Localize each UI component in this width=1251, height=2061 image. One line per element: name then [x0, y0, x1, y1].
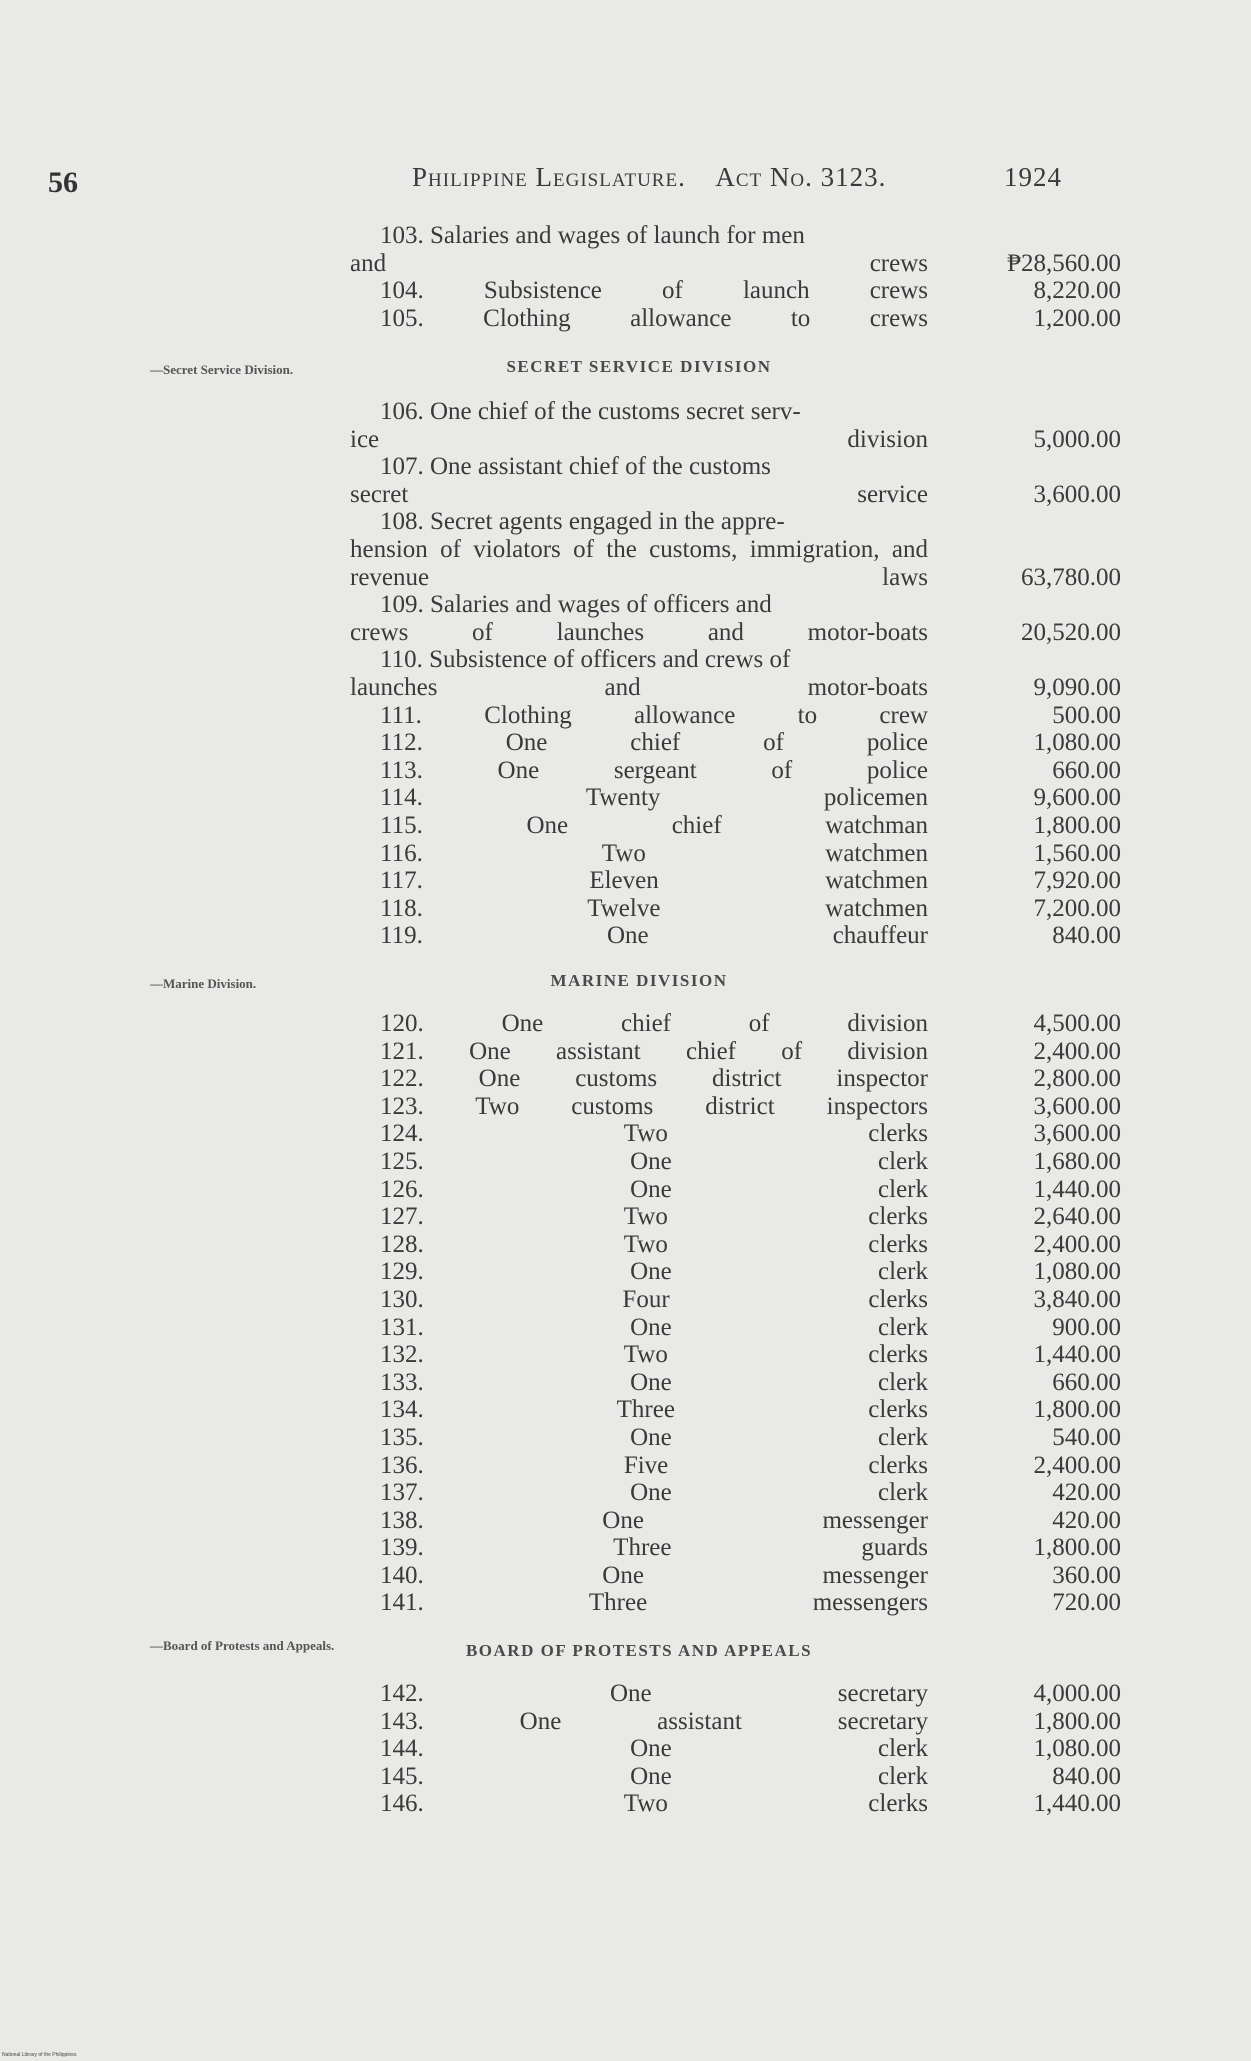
line-item-description [350, 1258, 928, 1285]
budget-line-item [350, 867, 1125, 895]
line-item-text [350, 277, 928, 305]
line-item-amount: 900.00 [1052, 1313, 1121, 1341]
margin-note-secret-service: —Secret Service Division. [150, 362, 294, 377]
line-item-text [350, 1065, 928, 1093]
line-item-text [350, 1203, 928, 1231]
item-description-first: Two watchmen [601, 839, 928, 867]
line-item-text [350, 305, 928, 333]
item-description-first: Clothing allowance to crew [484, 701, 928, 729]
item-number: 106. [380, 398, 430, 425]
item-number: 116. [380, 839, 602, 867]
item-number: 129. [380, 1258, 631, 1286]
section-heading-marine: MARINE DIVISION [550, 971, 728, 990]
line-item-text [350, 1507, 928, 1535]
line-item-text [350, 840, 928, 868]
line-item-description [350, 398, 801, 425]
line-item-text [350, 867, 928, 895]
line-item-description [350, 757, 928, 784]
budget-line-item [350, 1562, 1125, 1590]
item-description-first: Salaries and wages of launch for men [430, 222, 805, 249]
item-description-first: One clerk [630, 1479, 928, 1507]
line-item-description [350, 895, 928, 922]
item-description-first: One customs district inspector [478, 1065, 928, 1093]
line-item-text [350, 784, 928, 812]
budget-line-item [350, 1790, 1125, 1818]
budget-line-item [350, 1534, 1125, 1562]
budget-line-item [350, 1680, 1125, 1708]
budget-line-item [350, 812, 1125, 840]
line-item-description [350, 1314, 928, 1341]
line-item-text [350, 1120, 928, 1148]
item-description-first: One clerk [630, 1423, 928, 1451]
line-item-amount: 2,400.00 [1033, 1037, 1121, 1065]
board-section [350, 1636, 1125, 1818]
line-item-text [350, 508, 928, 591]
budget-line-item [350, 1176, 1125, 1204]
item-number: 117. [380, 867, 590, 895]
item-description-first: Clothing allowance to crews [483, 304, 928, 332]
line-item-text [350, 1763, 928, 1791]
line-item-description [350, 305, 928, 332]
top-entries [350, 222, 1125, 332]
line-item-amount: 500.00 [1052, 701, 1121, 729]
budget-line-item [350, 1286, 1125, 1314]
item-number: 139. [380, 1534, 614, 1562]
item-description-first: One clerk [630, 1258, 928, 1286]
line-item-description [350, 1562, 928, 1589]
item-description-rest: launches and motor-boats [350, 673, 928, 701]
item-description-rest: ice division [350, 425, 928, 453]
item-number: 133. [380, 1368, 631, 1396]
line-item-description [350, 1790, 928, 1817]
margin-note-marine: —Marine Division. [150, 976, 257, 991]
line-item-amount: 2,640.00 [1033, 1203, 1121, 1231]
line-item-amount: 1,440.00 [1033, 1790, 1121, 1818]
line-item-amount: 1,800.00 [1033, 1707, 1121, 1735]
budget-line-item [350, 1314, 1125, 1342]
line-item-description [350, 591, 772, 618]
item-description-first: One messenger [602, 1506, 928, 1534]
line-item-description [350, 1424, 928, 1451]
budget-line-item [350, 840, 1125, 868]
line-item-description [350, 453, 771, 480]
line-item-description [350, 1038, 928, 1065]
budget-line-item [350, 1203, 1125, 1231]
line-item-description [350, 1176, 928, 1203]
item-number: 135. [380, 1423, 631, 1451]
item-description-rest: crews of launches and motor-boats [350, 618, 928, 646]
item-number: 111. [380, 701, 485, 729]
item-number: 104. [380, 277, 484, 305]
line-item-description [350, 1120, 928, 1147]
item-description-first: Eleven watchmen [589, 867, 928, 895]
line-item-amount: 7,200.00 [1033, 894, 1121, 922]
budget-line-item [350, 922, 1125, 950]
line-item-amount: 1,560.00 [1033, 839, 1121, 867]
budget-line-item [350, 1589, 1125, 1617]
running-head [412, 162, 1062, 193]
line-item-description [350, 1452, 928, 1479]
line-item-amount: 2,400.00 [1033, 1451, 1121, 1479]
item-number: 140. [380, 1561, 603, 1589]
budget-line-item [350, 222, 1125, 277]
line-item-description [350, 1148, 928, 1175]
line-item-description [350, 1479, 928, 1506]
line-item-description [350, 1507, 928, 1534]
line-item-text [350, 812, 928, 840]
budget-line-item [350, 1708, 1125, 1736]
line-item-amount: 1,080.00 [1033, 1258, 1121, 1286]
line-item-text [350, 1396, 928, 1424]
item-number: 107. [380, 453, 430, 481]
budget-line-item [350, 1424, 1125, 1452]
line-item-text [350, 1479, 928, 1507]
budget-line-item [350, 895, 1125, 923]
item-description-first: One assistant secretary [519, 1707, 928, 1735]
budget-line-item [350, 1396, 1125, 1424]
budget-line-item [350, 1148, 1125, 1176]
line-item-description [350, 1708, 928, 1735]
item-description-first: Two clerks [623, 1203, 928, 1231]
line-item-amount: 720.00 [1052, 1589, 1121, 1617]
line-item-amount: 1,800.00 [1033, 1396, 1121, 1424]
line-item-amount: 63,780.00 [1021, 563, 1121, 591]
budget-line-item [350, 453, 1125, 508]
item-description-first: One messenger [602, 1561, 928, 1589]
line-item-description [350, 840, 928, 867]
line-item-description [350, 508, 785, 535]
item-number: 143. [380, 1707, 520, 1735]
item-description-first: Secret agents engaged in the appre- [430, 508, 785, 536]
item-description-first: Three messengers [588, 1589, 928, 1617]
line-item-text [350, 646, 928, 701]
item-description-first: Two clerks [623, 1341, 928, 1369]
line-item-description [350, 812, 928, 839]
item-number: 125. [380, 1147, 631, 1175]
line-item-amount: 1,680.00 [1033, 1147, 1121, 1175]
item-number: 113. [380, 756, 498, 784]
item-number: 115. [380, 811, 527, 839]
line-item-text [350, 1534, 928, 1562]
budget-line-item [350, 1093, 1125, 1121]
item-number: 108. [380, 508, 430, 536]
item-description-first: One assistant chief of division [469, 1037, 928, 1065]
item-number: 103. [380, 222, 430, 249]
item-number: 123. [380, 1092, 476, 1120]
budget-line-item [350, 1452, 1125, 1480]
section-heading-board: BOARD OF PROTESTS AND APPEALS [465, 1641, 813, 1660]
line-item-amount: 3,600.00 [1033, 480, 1121, 508]
item-number: 109. [380, 591, 430, 619]
line-item-amount: 5,000.00 [1033, 425, 1121, 453]
item-number: 130. [380, 1285, 623, 1313]
line-item-amount: 1,080.00 [1033, 729, 1121, 757]
line-item-amount: 1,080.00 [1033, 1735, 1121, 1763]
line-item-text [350, 1424, 928, 1452]
line-item-amount: ₱28,560.00 [1007, 249, 1121, 277]
item-number: 138. [380, 1506, 603, 1534]
item-number: 134. [380, 1396, 617, 1424]
line-item-description [350, 1341, 928, 1368]
line-item-text [350, 1562, 928, 1590]
line-item-text [350, 1258, 928, 1286]
budget-line-item [350, 1507, 1125, 1535]
line-item-amount: 1,800.00 [1033, 1534, 1121, 1562]
secret-service-entries [350, 398, 1125, 950]
item-number: 120. [380, 1010, 502, 1037]
line-item-description [350, 1286, 928, 1313]
line-item-amount: 840.00 [1052, 1762, 1121, 1790]
line-item-description [350, 1203, 928, 1230]
item-description-first: One chauffeur [606, 922, 928, 950]
line-item-description [350, 867, 928, 894]
line-item-amount: 1,200.00 [1033, 304, 1121, 332]
line-item-text [350, 1589, 928, 1617]
budget-line-item [350, 1479, 1125, 1507]
line-item-amount: 2,400.00 [1033, 1230, 1121, 1258]
line-item-description [350, 784, 928, 811]
line-item-text [350, 1010, 928, 1038]
line-item-description [350, 1231, 928, 1258]
line-item-description [350, 1369, 928, 1396]
line-item-amount: 2,800.00 [1033, 1065, 1121, 1093]
line-item-description [350, 1680, 928, 1707]
line-item-description [350, 1763, 928, 1790]
budget-line-item [350, 1120, 1125, 1148]
line-item-amount: 420.00 [1052, 1506, 1121, 1534]
item-description-first: One chief of police [505, 729, 928, 757]
item-description-first: Twelve watchmen [587, 894, 928, 922]
running-title: Philippine Legislature. [412, 162, 686, 192]
budget-line-item [350, 1258, 1125, 1286]
line-item-description [350, 1010, 928, 1037]
line-item-amount: 8,220.00 [1033, 277, 1121, 305]
item-description-first: Three guards [613, 1534, 928, 1562]
line-item-text [350, 729, 928, 757]
line-item-description [350, 222, 805, 249]
line-item-text [350, 757, 928, 785]
item-number: 127. [380, 1203, 624, 1231]
item-description-first: One secretary [609, 1680, 928, 1707]
secret-service-section [350, 352, 1125, 950]
line-item-amount: 540.00 [1052, 1423, 1121, 1451]
line-item-description [350, 922, 928, 949]
budget-line-item [350, 729, 1125, 757]
item-number: 145. [380, 1762, 631, 1790]
item-number: 132. [380, 1341, 624, 1369]
line-item-text [350, 1231, 928, 1259]
item-number: 121. [380, 1037, 470, 1065]
item-description-first: Salaries and wages of officers and [430, 591, 772, 619]
item-number: 131. [380, 1313, 631, 1341]
line-item-amount: 3,600.00 [1033, 1120, 1121, 1148]
item-description-first: One chief of division [501, 1010, 928, 1037]
item-number: 126. [380, 1175, 631, 1203]
budget-line-item [350, 1341, 1125, 1369]
budget-line-item [350, 1038, 1125, 1066]
item-description-first: One clerk [630, 1313, 928, 1341]
line-item-text [350, 1341, 928, 1369]
line-item-amount: 660.00 [1052, 1368, 1121, 1396]
budget-line-item [350, 277, 1125, 305]
budget-line-item [350, 508, 1125, 591]
item-number: 124. [380, 1120, 624, 1148]
line-item-text [350, 1790, 928, 1818]
line-item-text [350, 702, 928, 730]
budget-line-item [350, 1065, 1125, 1093]
line-item-text [350, 1452, 928, 1480]
line-item-description [350, 1735, 928, 1762]
budget-line-item [350, 1763, 1125, 1791]
line-item-text [350, 1369, 928, 1397]
line-item-text [350, 895, 928, 923]
line-item-description [350, 1065, 928, 1092]
line-item-amount: 840.00 [1052, 922, 1121, 950]
item-number: 114. [380, 784, 586, 812]
line-item-text [350, 1176, 928, 1204]
budget-line-item [350, 305, 1125, 333]
budget-line-item [350, 1735, 1125, 1763]
item-description-first: Four clerks [622, 1285, 928, 1313]
item-description-first: One clerk [630, 1147, 928, 1175]
line-item-amount: 4,000.00 [1033, 1680, 1121, 1707]
line-item-description [350, 1589, 928, 1616]
item-description-first: Two clerks [623, 1120, 928, 1148]
line-item-text [350, 922, 928, 950]
item-description-first: Twenty policemen [585, 784, 928, 812]
item-description-first: Two clerks [623, 1790, 928, 1818]
line-item-text [350, 222, 928, 277]
item-description-first: Two customs district inspectors [475, 1092, 928, 1120]
line-item-text [350, 1708, 928, 1736]
line-item-text [350, 1093, 928, 1121]
line-item-amount: 360.00 [1052, 1561, 1121, 1589]
budget-line-item [350, 398, 1125, 453]
line-item-text [350, 1038, 928, 1066]
line-item-text [350, 1680, 928, 1708]
footer-credit: National Library of the Philippines [2, 2052, 77, 2058]
item-number: 136. [380, 1451, 624, 1479]
line-item-description [350, 702, 928, 729]
item-description-first: One chief watchman [526, 811, 928, 839]
margin-note-board: —Board of Protests and Appeals. [150, 1638, 335, 1653]
line-item-text [350, 1735, 928, 1763]
line-item-description [350, 277, 928, 304]
line-item-amount: 4,500.00 [1033, 1010, 1121, 1037]
line-item-text [350, 1148, 928, 1176]
line-item-amount: 660.00 [1052, 756, 1121, 784]
item-description-first: Five clerks [623, 1451, 928, 1479]
budget-line-item [350, 1231, 1125, 1259]
item-description-first: One sergeant of police [497, 756, 928, 784]
item-description-first: Three clerks [616, 1396, 928, 1424]
item-number: 141. [380, 1589, 589, 1617]
year: 1924 [1004, 162, 1062, 192]
line-item-amount: 1,800.00 [1033, 811, 1121, 839]
item-number: 110. [380, 646, 430, 674]
item-description-rest: secret service [350, 480, 928, 508]
line-item-amount: 20,520.00 [1021, 618, 1121, 646]
line-item-amount: 420.00 [1052, 1479, 1121, 1507]
page-number: 56 [48, 166, 78, 199]
act-number: Act No. 3123. [715, 162, 887, 192]
line-item-text [350, 1314, 928, 1342]
item-description-rest: hension of violators of the customs, immigration, and revenue laws [350, 535, 928, 591]
marine-section [350, 966, 1125, 1617]
section-heading-secret-service: SECRET SERVICE DIVISION [506, 357, 772, 376]
line-item-text [350, 398, 928, 453]
item-number: 128. [380, 1230, 624, 1258]
budget-line-item [350, 784, 1125, 812]
line-item-text [350, 1286, 928, 1314]
budget-line-item [350, 757, 1125, 785]
item-description-rest: and crews [350, 249, 928, 277]
line-item-description [350, 729, 928, 756]
line-item-amount: 3,840.00 [1033, 1285, 1121, 1313]
item-number: 118. [380, 894, 588, 922]
line-item-amount: 9,600.00 [1033, 784, 1121, 812]
item-description-first: One clerk [630, 1175, 928, 1203]
budget-line-item [350, 1369, 1125, 1397]
item-number: 144. [380, 1735, 631, 1763]
budget-line-item [350, 702, 1125, 730]
line-item-text [350, 591, 928, 646]
line-item-description [350, 1534, 928, 1561]
item-description-first: One clerk [630, 1762, 928, 1790]
item-description-first: Two clerks [623, 1230, 928, 1258]
item-number: 119. [380, 922, 607, 950]
item-number: 122. [380, 1065, 479, 1093]
line-item-description [350, 1093, 928, 1120]
line-item-description [350, 646, 790, 673]
board-entries [350, 1680, 1125, 1818]
line-item-amount: 7,920.00 [1033, 867, 1121, 895]
item-description-first: Subsistence of officers and crews of [429, 646, 791, 674]
item-description-first: One clerk [630, 1735, 928, 1763]
item-description-first: Subsistence of launch crews [483, 277, 928, 305]
budget-line-item [350, 591, 1125, 646]
line-item-description [350, 1396, 928, 1423]
item-number: 146. [380, 1790, 624, 1818]
item-description-first: One chief of the customs secret serv- [430, 398, 801, 425]
item-number: 137. [380, 1479, 631, 1507]
line-item-amount: 1,440.00 [1033, 1175, 1121, 1203]
budget-line-item [350, 646, 1125, 701]
item-description-first: One clerk [630, 1368, 928, 1396]
marine-entries [350, 1010, 1125, 1617]
line-item-amount: 1,440.00 [1033, 1341, 1121, 1369]
item-number: 105. [380, 304, 484, 332]
item-description-first: One assistant chief of the customs [430, 453, 771, 481]
budget-line-item [350, 1010, 1125, 1038]
line-item-text [350, 453, 928, 508]
line-item-amount: 3,600.00 [1033, 1092, 1121, 1120]
item-number: 112. [380, 729, 506, 757]
line-item-amount: 9,090.00 [1033, 673, 1121, 701]
item-number: 142. [380, 1680, 610, 1707]
